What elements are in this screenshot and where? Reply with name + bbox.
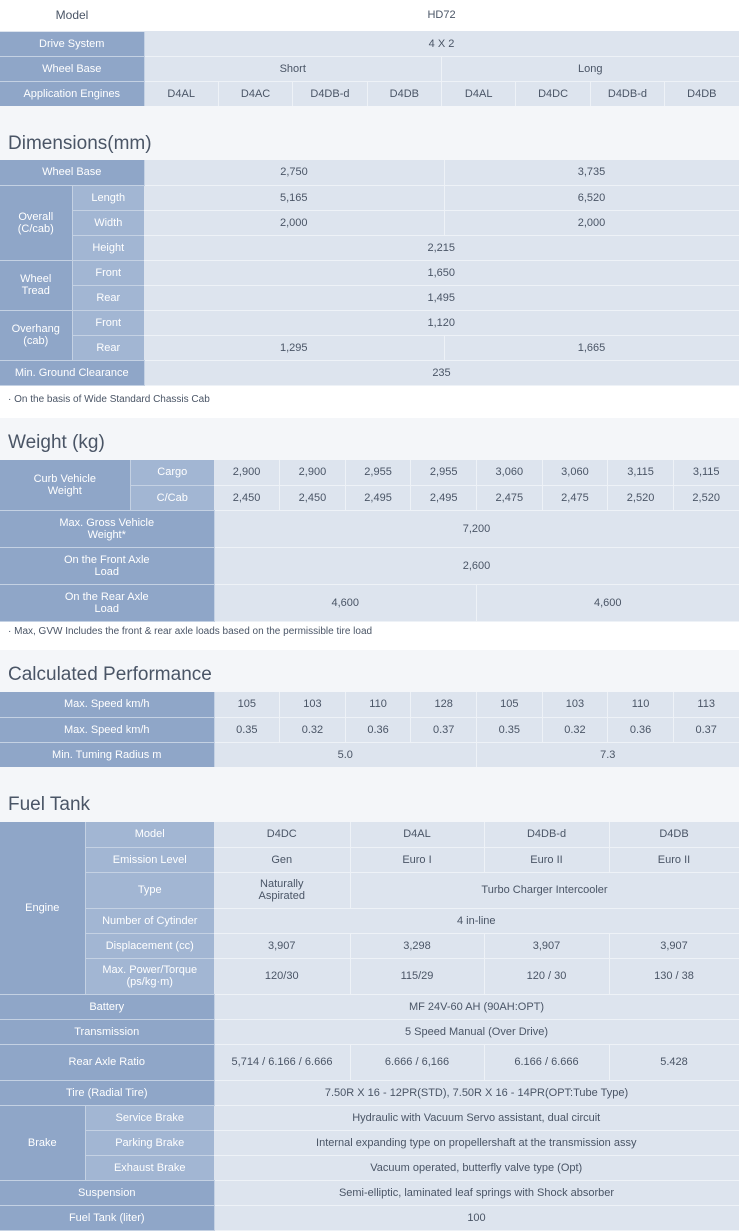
- cargo-value: 2,955: [345, 460, 411, 485]
- axle-ratio-value: 5,714 / 6.166 / 6.666: [214, 1044, 350, 1080]
- drive-system-label: Drive System: [0, 31, 144, 56]
- cargo-value: 2,955: [411, 460, 477, 485]
- fuel-tank-value: 100: [214, 1205, 739, 1230]
- engine-cell: D4AC: [218, 81, 292, 106]
- emission-value: Gen: [214, 847, 350, 872]
- weight-table: [0, 460, 739, 622]
- fuel-tank-label: Fuel Tank (liter): [0, 1205, 214, 1230]
- engine-cell: D4DB-d: [590, 81, 664, 106]
- dim-wheelbase-label: Wheel Base: [0, 160, 144, 185]
- overhang-front-label: Front: [72, 310, 144, 335]
- overhang-label: Overhang (cab): [0, 310, 72, 360]
- max-speed2-value: 0.36: [608, 717, 674, 742]
- power-label: Max. Power/Torque (ps/kg·m): [85, 958, 214, 994]
- weight-title: Weight (kg): [8, 432, 105, 454]
- wheelbase-label: Wheel Base: [0, 56, 144, 81]
- cargo-label: Cargo: [130, 460, 214, 485]
- turning-radius-long: 7.3: [477, 742, 739, 767]
- suspension-label: Suspension: [0, 1180, 214, 1205]
- length-short: 5,165: [144, 185, 444, 210]
- drive-system-value: 4 X 2: [144, 31, 739, 56]
- engine-cell: D4DC: [516, 81, 590, 106]
- engines-label: Application Engines: [0, 81, 144, 106]
- type-na-value: Naturally Aspirated: [214, 872, 350, 908]
- displacement-value: 3,907: [609, 933, 739, 958]
- max-speed2-value: 0.32: [542, 717, 608, 742]
- width-long: 2,000: [444, 210, 739, 235]
- fuel-model-value: D4DB-d: [484, 822, 609, 847]
- transmission-value: 5 Speed Manual (Over Drive): [214, 1019, 739, 1044]
- parking-brake-value: Internal expanding type on propellershaft at the transmission assy: [214, 1130, 739, 1155]
- fuel-model-value: D4DC: [214, 822, 350, 847]
- ccab-value: 2,475: [477, 485, 543, 510]
- tire-value: 7.50R X 16 - 12PR(STD), 7.50R X 16 - 14PR(OPT:Tube Type): [214, 1080, 739, 1105]
- cargo-value: 3,115: [673, 460, 739, 485]
- length-label: Length: [72, 185, 144, 210]
- max-speed2-value: 0.35: [214, 717, 280, 742]
- ccab-value: 2,450: [214, 485, 280, 510]
- max-speed2-label: Max. Speed km/h: [0, 717, 214, 742]
- turning-radius-short: 5.0: [214, 742, 477, 767]
- height-label: Height: [72, 235, 144, 260]
- dim-wheelbase-short: 2,750: [144, 160, 444, 185]
- engine-cell: D4AL: [442, 81, 516, 106]
- emission-value: Euro I: [350, 847, 484, 872]
- emission-value: Euro II: [609, 847, 739, 872]
- ccab-value: 2,520: [673, 485, 739, 510]
- brake-label: Brake: [0, 1105, 85, 1180]
- displacement-label: Displacement (cc): [85, 933, 214, 958]
- overhang-rear-short: 1,295: [144, 335, 444, 360]
- wheelbase-short: Short: [144, 56, 442, 81]
- overhang-rear-long: 1,665: [444, 335, 739, 360]
- axle-ratio-value: 5.428: [609, 1044, 739, 1080]
- ground-clearance-label: Min. Ground Clearance: [0, 360, 144, 385]
- battery-value: MF 24V-60 AH (90AH:OPT): [214, 994, 739, 1019]
- service-brake-label: Service Brake: [85, 1105, 214, 1130]
- engine-label: Engine: [0, 822, 85, 994]
- suspension-value: Semi-elliptic, laminated leaf springs with Shock absorber: [214, 1180, 739, 1205]
- tread-rear-label: Rear: [72, 285, 144, 310]
- cylinder-label: Number of Cytinder: [85, 908, 214, 933]
- wheelbase-long: Long: [442, 56, 739, 81]
- emission-label: Emission Level: [85, 847, 214, 872]
- max-speed-value: 128: [411, 692, 477, 717]
- header-spec-table: [0, 0, 739, 107]
- type-label: Type: [85, 872, 214, 908]
- dimensions-title: Dimensions(mm): [8, 133, 152, 155]
- max-speed-value: 105: [214, 692, 280, 717]
- axle-ratio-label: Rear Axle Ratio: [0, 1044, 214, 1080]
- overall-label: Overall (C/cab): [0, 185, 72, 260]
- overhang-rear-label: Rear: [72, 335, 144, 360]
- width-short: 2,000: [144, 210, 444, 235]
- tread-label: Wheel Tread: [0, 260, 72, 310]
- ccab-value: 2,495: [411, 485, 477, 510]
- max-speed-value: 103: [542, 692, 608, 717]
- exhaust-brake-value: Vacuum operated, butterfly valve type (Opt): [214, 1155, 739, 1180]
- rear-axle-long: 4,600: [477, 584, 739, 621]
- parking-brake-label: Parking Brake: [85, 1130, 214, 1155]
- ccab-value: 2,475: [542, 485, 608, 510]
- max-speed-value: 113: [673, 692, 739, 717]
- battery-label: Battery: [0, 994, 214, 1019]
- section-gap: [0, 767, 739, 822]
- fuel-model-value: D4DB: [609, 822, 739, 847]
- overhang-front-value: 1,120: [144, 310, 739, 335]
- dim-wheelbase-long: 3,735: [444, 160, 739, 185]
- engine-cell: D4DB: [367, 81, 441, 106]
- dimensions-table: [0, 160, 739, 386]
- exhaust-brake-label: Exhaust Brake: [85, 1155, 214, 1180]
- turning-radius-label: Min. Tuming Radius m: [0, 742, 214, 767]
- ground-clearance-value: 235: [144, 360, 739, 385]
- displacement-value: 3,298: [350, 933, 484, 958]
- section-gap: [0, 418, 739, 460]
- fuel-model-value: D4AL: [350, 822, 484, 847]
- service-brake-value: Hydraulic with Vacuum Servo assistant, dual circuit: [214, 1105, 739, 1130]
- dimensions-note: · On the basis of Wide Standard Chassis Cab: [8, 394, 210, 406]
- tread-front-value: 1,650: [144, 260, 739, 285]
- power-value: 115/29: [350, 958, 484, 994]
- fuel-model-label: Model: [85, 822, 214, 847]
- weight-note: · Max, GVW Includes the front & rear axle loads based on the permissible tire load: [8, 626, 372, 638]
- engine-cell: D4DB-d: [293, 81, 367, 106]
- engine-cell: D4DB: [665, 81, 739, 106]
- cargo-value: 3,060: [477, 460, 543, 485]
- ccab-value: 2,495: [345, 485, 411, 510]
- engine-cell: D4AL: [144, 81, 218, 106]
- axle-ratio-value: 6.666 / 6,166: [350, 1044, 484, 1080]
- axle-ratio-value: 6.166 / 6.666: [484, 1044, 609, 1080]
- height-value: 2,215: [144, 235, 739, 260]
- emission-value: Euro II: [484, 847, 609, 872]
- max-speed2-value: 0.35: [477, 717, 543, 742]
- power-value: 120 / 30: [484, 958, 609, 994]
- model-value: HD72: [144, 0, 739, 31]
- ccab-value: 2,450: [280, 485, 346, 510]
- rear-axle-label: On the Rear Axle Load: [0, 584, 214, 621]
- fuel-table: [0, 822, 739, 1231]
- gvw-label: Max. Gross Vehicle Weight*: [0, 510, 214, 547]
- front-axle-label: On the Front Axle Load: [0, 547, 214, 584]
- cargo-value: 3,060: [542, 460, 608, 485]
- max-speed-value: 110: [608, 692, 674, 717]
- max-speed2-value: 0.37: [673, 717, 739, 742]
- cargo-value: 2,900: [214, 460, 280, 485]
- type-turbo-value: Turbo Charger Intercooler: [350, 872, 739, 908]
- power-value: 120/30: [214, 958, 350, 994]
- displacement-value: 3,907: [484, 933, 609, 958]
- model-label: Model: [0, 0, 144, 31]
- tread-rear-value: 1,495: [144, 285, 739, 310]
- rear-axle-short: 4,600: [214, 584, 477, 621]
- max-speed-value: 103: [280, 692, 346, 717]
- tire-label: Tire (Radial Tire): [0, 1080, 214, 1105]
- performance-title: Calculated Performance: [8, 664, 212, 686]
- curb-weight-label: Curb Vehicle Weight: [0, 460, 130, 510]
- front-axle-value: 2,600: [214, 547, 739, 584]
- max-speed-value: 110: [345, 692, 411, 717]
- max-speed2-value: 0.36: [345, 717, 411, 742]
- max-speed-value: 105: [477, 692, 543, 717]
- fuel-title: Fuel Tank: [8, 794, 90, 816]
- width-label: Width: [72, 210, 144, 235]
- max-speed-label: Max. Speed km/h: [0, 692, 214, 717]
- ccab-value: 2,520: [608, 485, 674, 510]
- cargo-value: 2,900: [280, 460, 346, 485]
- tread-front-label: Front: [72, 260, 144, 285]
- cylinder-value: 4 in-line: [214, 908, 739, 933]
- power-value: 130 / 38: [609, 958, 739, 994]
- cargo-value: 3,115: [608, 460, 674, 485]
- max-speed2-value: 0.32: [280, 717, 346, 742]
- performance-table: [0, 692, 739, 768]
- length-long: 6,520: [444, 185, 739, 210]
- gvw-value: 7,200: [214, 510, 739, 547]
- displacement-value: 3,907: [214, 933, 350, 958]
- transmission-label: Transmission: [0, 1019, 214, 1044]
- ccab-label: C/Cab: [130, 485, 214, 510]
- max-speed2-value: 0.37: [411, 717, 477, 742]
